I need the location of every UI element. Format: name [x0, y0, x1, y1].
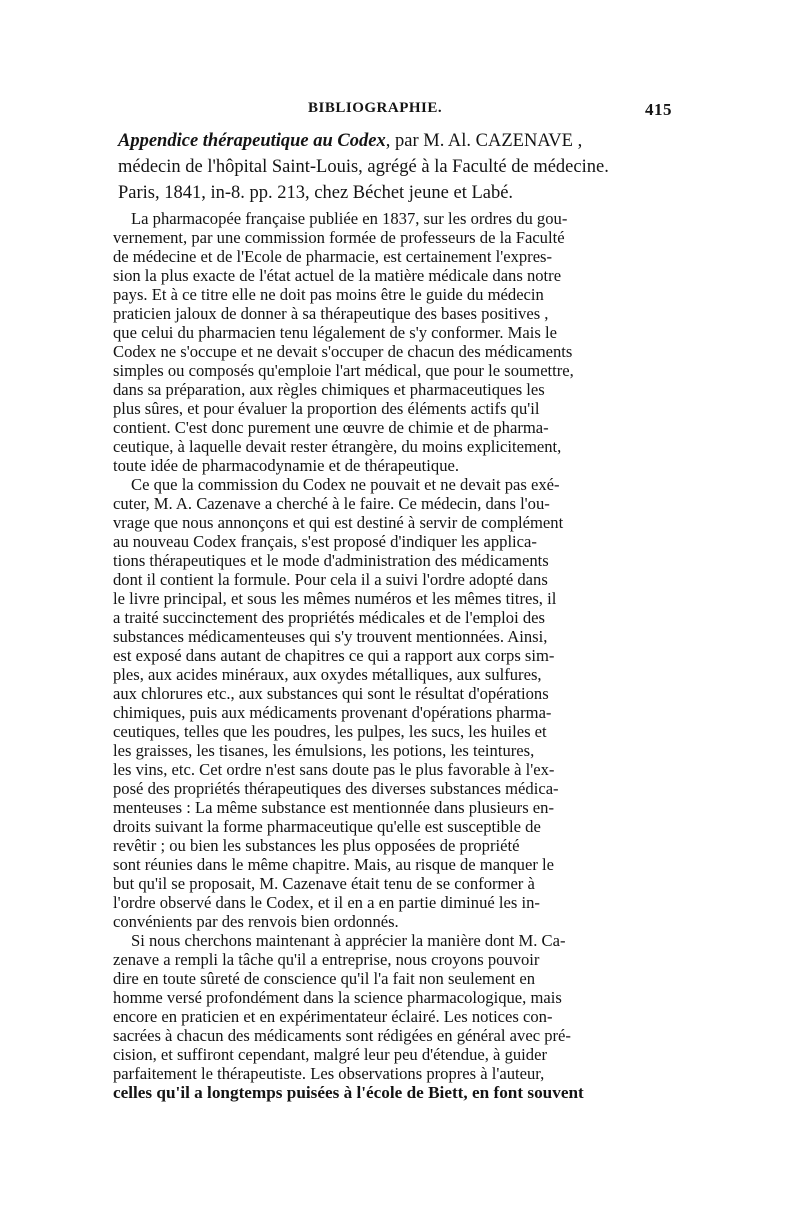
- paragraph-1-line: que celui du pharmacien tenu légalement de s'y conformer. Mais le: [113, 323, 557, 342]
- paragraph-2-line: ples, aux acides minéraux, aux oxydes métalliques, aux sulfures,: [113, 665, 542, 684]
- paragraph-2-line: menteuses : La même substance est mentionnée dans plusieurs en-: [113, 798, 554, 817]
- paragraph-2-line: est exposé dans autant de chapitres ce qui a rapport aux corps sim-: [113, 646, 555, 665]
- paragraph-1-line: contient. C'est donc purement une œuvre de chimie et de pharma-: [113, 418, 549, 437]
- paragraph-1-line: toute idée de pharmacodynamie et de thérapeutique.: [113, 456, 460, 475]
- paragraph-3-line: celles qu'il a longtemps puisées à l'école de Biett, en font souvent: [113, 1083, 584, 1102]
- running-title: BIBLIOGRAPHIE.: [308, 100, 443, 116]
- paragraph-1-line: pays. Et à ce titre elle ne doit pas moins être le guide du médecin: [113, 285, 544, 304]
- paragraph-3-line: zenave a rempli la tâche qu'il a entreprise, nous croyons pouvoir: [113, 950, 540, 969]
- paragraph-2-line: substances médicamenteuses qui s'y trouvent mentionnées. Ainsi,: [113, 627, 548, 646]
- paragraph-2-line: les vins, etc. Cet ordre n'est sans doute pas le plus favorable à l'ex-: [113, 760, 555, 779]
- paragraph-2-line: aux chlorures etc., aux substances qui sont le résultat d'opérations: [113, 684, 549, 703]
- paragraph-2-line: cuter, M. A. Cazenave a cherché à le faire. Ce médecin, dans l'ou-: [113, 494, 550, 513]
- paragraph-1-line: ceutique, à laquelle devait rester étrangère, du moins explicitement,: [113, 437, 562, 456]
- paragraph-3-line: cision, et suffiront cependant, malgré leur peu d'étendue, à guider: [113, 1045, 547, 1064]
- entry-title: Appendice thérapeutique au Codex: [118, 131, 386, 151]
- paragraph-2-line: ceutiques, telles que les poudres, les pulpes, les sucs, les huiles et: [113, 722, 547, 741]
- paragraph-1-line: La pharmacopée française publiée en 1837, sur les ordres du gou-: [131, 209, 568, 228]
- paragraph-2-line: but qu'il se proposait, M. Cazenave était tenu de se conformer à: [113, 874, 535, 893]
- paragraph-2-line: Ce que la commission du Codex ne pouvait et ne devait pas exé-: [131, 475, 560, 494]
- paragraph-1-line: vernement, par une commission formée de professeurs de la Faculté: [113, 228, 565, 247]
- page-number: 415: [645, 100, 672, 119]
- running-head: [128, 100, 672, 124]
- paragraph-2-line: l'ordre observé dans le Codex, et il en a en partie diminué les in-: [113, 893, 540, 912]
- paragraph-3-line: encore en praticien et en expérimentateur éclairé. Les notices con-: [113, 1007, 553, 1026]
- paragraph-2-line: au nouveau Codex français, s'est proposé d'indiquer les applica-: [113, 532, 537, 551]
- paragraph-2-line: droits suivant la forme pharmaceutique qu'elle est susceptible de: [113, 817, 541, 836]
- paragraph-2-line: revêtir ; ou bien les substances les plus opposées de propriété: [113, 836, 520, 855]
- paragraph-2-line: le livre principal, et sous les mêmes numéros et les mêmes titres, il: [113, 589, 557, 608]
- entry-line-2: médecin de l'hôpital Saint-Louis, agrégé à la Faculté de médecine.: [118, 157, 609, 177]
- paragraph-1-line: sion la plus exacte de l'état actuel de la matière médicale dans notre: [113, 266, 562, 285]
- paragraph-1-line: de médecine et de l'Ecole de pharmacie, est certainement l'expres-: [113, 247, 553, 266]
- paragraph-2-line: convénients par des renvois bien ordonnés.: [113, 912, 399, 931]
- paragraph-3-line: parfaitement le thérapeutiste. Les observations propres à l'auteur,: [113, 1064, 545, 1083]
- paragraph-1-line: plus sûres, et pour évaluer la proportion des éléments actifs qu'il: [113, 399, 540, 418]
- paragraph-2-line: tions thérapeutiques et le mode d'administration des médicaments: [113, 551, 549, 570]
- paragraph-1-line: dans sa préparation, aux règles chimiques et pharmaceutiques les: [113, 380, 545, 399]
- paragraph-2-line: dont il contient la formule. Pour cela il a suivi l'ordre adopté dans: [113, 570, 548, 589]
- paragraph-3-line: homme versé profondément dans la science pharmacologique, mais: [113, 988, 562, 1007]
- bibliography-entry: [118, 128, 678, 206]
- review-body: [113, 209, 683, 1102]
- paragraph-2-line: vrage que nous annonçons et qui est destiné à servir de complément: [113, 513, 564, 532]
- paragraph-2-line: chimiques, puis aux médicaments provenant d'opérations pharma-: [113, 703, 552, 722]
- paragraph-2-line: a traité succinctement des propriétés médicales et de l'emploi des: [113, 608, 545, 627]
- paragraph-1-line: Codex ne s'occupe et ne devait s'occuper de chacun des médicaments: [113, 342, 573, 361]
- paragraph-3-line: Si nous cherchons maintenant à apprécier la manière dont M. Ca-: [131, 931, 566, 950]
- entry-line-1: [118, 128, 678, 154]
- paragraph-1-line: simples ou composés qu'emploie l'art médical, que pour le soumettre,: [113, 361, 574, 380]
- entry-author: , par M. Al. CAZENAVE ,: [385, 131, 583, 151]
- paragraph-1-line: praticien jaloux de donner à sa thérapeutique des bases positives ,: [113, 304, 549, 323]
- entry-line-3: Paris, 1841, in-8. pp. 213, chez Béchet jeune et Labé.: [118, 183, 514, 203]
- paragraph-3-line: dire en toute sûreté de conscience qu'il l'a fait non seulement en: [113, 969, 536, 988]
- paragraph-2-line: posé des propriétés thérapeutiques des diverses substances médica-: [113, 779, 559, 798]
- paragraph-3-line: sacrées à chacun des médicaments sont rédigées en général avec pré-: [113, 1026, 571, 1045]
- paragraph-2-line: les graisses, les tisanes, les émulsions, les potions, les teintures,: [113, 741, 535, 760]
- paragraph-2-line: sont réunies dans le même chapitre. Mais, au risque de manquer le: [113, 855, 554, 874]
